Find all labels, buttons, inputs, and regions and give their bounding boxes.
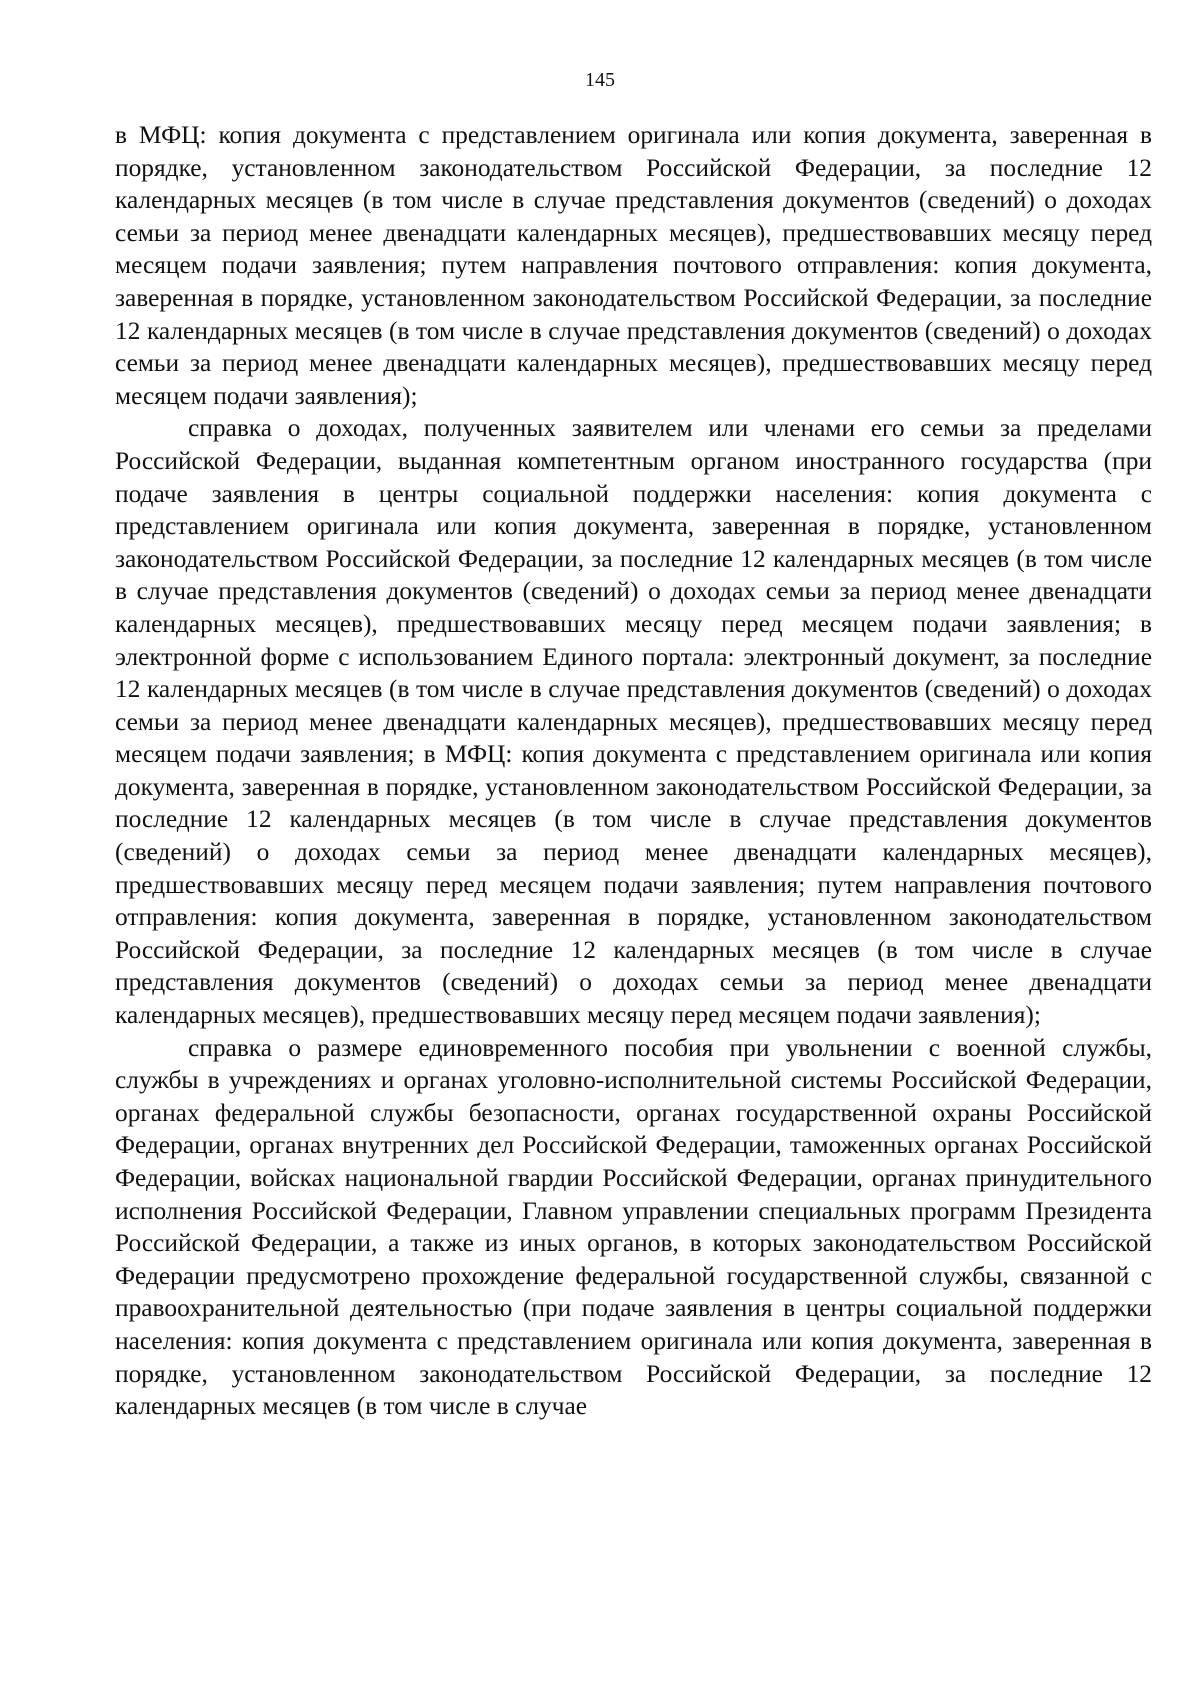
document-body — [115, 119, 1152, 1423]
page-number: 145 — [585, 69, 615, 91]
paragraph-dismissal-allowance-certificate: справка о размере единовременного пособия при увольнении с военной службы, службы в учреждениях и органах уголовно-исполнительной системы Российской Федерации, органах федеральной службы безопасности, органах государственной охраны Российской Федерации, органах внутренних дел Российской Федерации, таможенных органах Российской Федерации, войсках национальной гвардии Российской Федерации, органах принудительного исполнения Российской Федерации, Главном управлении специальных программ Президента Российской Федерации, а также из иных органов, в которых законодательством Российской Федерации предусмотрено прохождение федеральной государственной службы, связанной с правоохранительной деятельностью (при подаче заявления в центры социальной поддержки населения: копия документа с представлением оригинала или копия документа, заверенная в порядке, установленном законодательством Российской Федерации, за последние 12 календарных месяцев (в том числе в случае — [115, 1033, 1152, 1421]
paragraph-continuation: в МФЦ: копия документа с представлением оригинала или копия документа, заверенная в порядке, установленном законодательством Российской Федерации, за последние 12 календарных месяцев (в том числе в случае представления документов (сведений) о доходах семьи за период менее двенадцати календарных месяцев), предшествовавших месяцу перед месяцем подачи заявления; путем направления почтового отправления: копия документа, заверенная в порядке, установленном законодательством Российской Федерации, за последние 12 календарных месяцев (в том числе в случае представления документов (сведений) о доходах семьи за период менее двенадцати календарных месяцев), предшествовавших месяцу перед месяцем подачи заявления); — [115, 121, 1152, 410]
paragraph-income-abroad-certificate: справка о доходах, полученных заявителем или членами его семьи за пределами Российской Федерации, выданная компетентным органом иностранного государства (при подаче заявления в центры социальной поддержки населения: копия документа с представлением оригинала или копия документа, заверенная в порядке, установленном законодательством Российской Федерации, за последние 12 календарных месяцев (в том числе в случае представления документов (сведений) о доходах семьи за период менее двенадцати календарных месяцев), предшествовавших месяцу перед месяцем подачи заявления; в электронной форме с использованием Единого портала: электронный документ, за последние 12 календарных месяцев (в том числе в случае представления документов (сведений) о доходах семьи за период менее двенадцати календарных месяцев), предшествовавших месяцу перед месяцем подачи заявления; в МФЦ: копия документа с представлением оригинала или копия документа, заверенная в порядке, установленном законодательством Российской Федерации, за последние 12 календарных месяцев (в том числе в случае представления документов (сведений) о доходах семьи за период менее двенадцати календарных месяцев), предшествовавших месяцу перед месяцем подачи заявления; путем направления почтового отправления: копия документа, заверенная в порядке, установленном законодательством Российской Федерации, за последние 12 календарных месяцев (в том числе в случае представления документов (сведений) о доходах семьи за период менее двенадцати календарных месяцев), предшествовавших месяцу перед месяцем подачи заявления); — [115, 414, 1152, 1030]
